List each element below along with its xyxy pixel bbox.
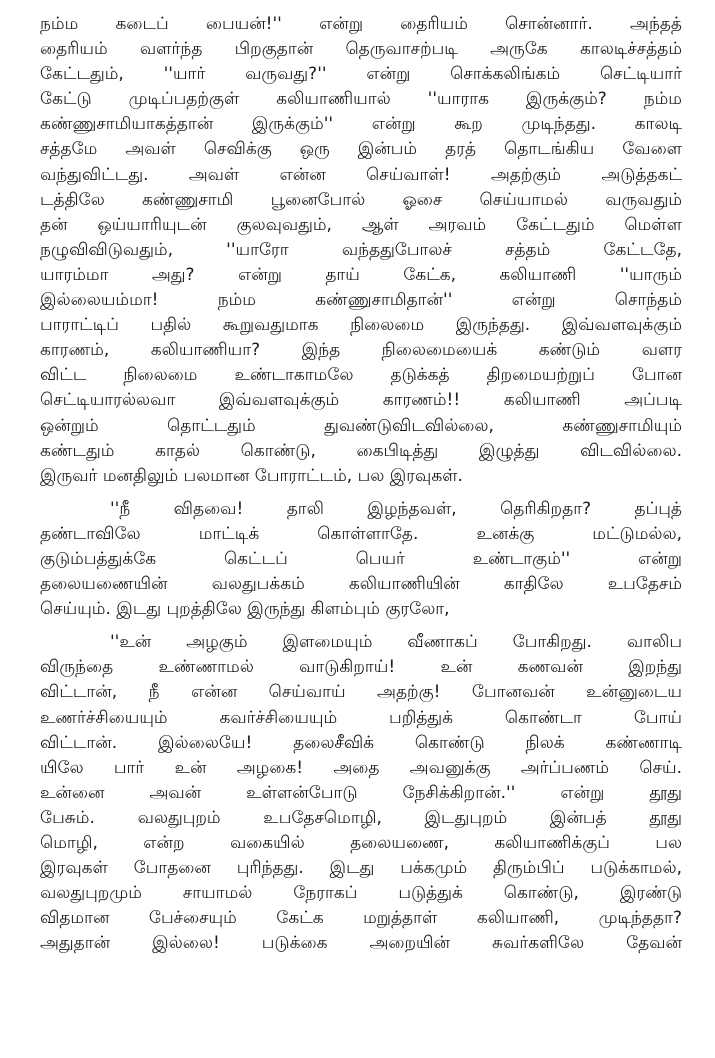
text-line: தைரியம் வளர்ந்த பிறகுதான் தெருவாசற்படி அருகே காலடிச்சத்தம் — [40, 39, 682, 60]
text-line: செய்யும். இடது புறத்திலே இருந்து கிளம்பும் குரலோ, — [40, 599, 450, 620]
text-line: கண்ணுசாமியாகத்தான் இருக்கும்'' என்று கூற முடிந்தது. காலடி — [40, 114, 682, 135]
text-line: தன் ஒய்யாரியுடன் குலவுவதும், ஆள் அரவம் கேட்டதும் மெள்ள — [40, 214, 682, 235]
paragraph-1 — [40, 12, 682, 489]
text-line: மொழி, என்ற வகையில் தலையணை, கலியாணிக்குப் பல — [40, 833, 682, 853]
text-line: விட்டான். இல்லையே! தலைசீவிக் கொண்டு நிலக் கண்ணாடி — [40, 732, 682, 753]
text-line: கண்டதும் காதல் கொண்டு, கைபிடித்து இழுத்து விடவில்லை. — [40, 440, 682, 461]
document-page — [40, 12, 682, 956]
text-line: சத்தமே அவள் செவிக்கு ஒரு இன்பம் தரத் தொடங்கிய வேளை — [40, 139, 682, 160]
paragraph-2 — [40, 497, 682, 622]
text-line: யிலே பார் உன் அழகை! அதை அவனுக்கு அர்ப்பணம் செய். — [40, 757, 682, 778]
text-line: நழுவிவிடுவதும், ''யாரோ வந்ததுபோலச் சத்தம் கேட்டதே, — [40, 239, 682, 260]
text-line: இல்லையம்மா! நம்ம கண்ணுசாமிதான்'' என்று சொந்தம் — [40, 290, 682, 311]
text-line: காரணம், கலியாணியா? இந்த நிலைமையைக் கண்டும் வளர — [40, 340, 682, 361]
text-line: உணர்ச்சியையும் கவர்ச்சியையும் பறித்துக் கொண்டா போய் — [40, 707, 682, 728]
text-line: தலையணையின் வலதுபக்கம் கலியாணியின் காதிலே உபதேசம் — [40, 574, 682, 595]
text-line: விட்டான், நீ என்ன செய்வாய் அதற்கு! போனவன் உன்னுடைய — [40, 682, 682, 703]
text-line: பாராட்டிப் பதில் கூறுவதுமாக நிலைமை இருந்தது. இவ்வளவுக்கும் — [40, 315, 682, 336]
text-line: விட்ட நிலைமை உண்டாகாமலே தடுக்கத் திறமையற்றுப் போன — [40, 365, 682, 386]
text-line: ''நீ விதவை! தாலி இழந்தவள், தெரிகிறதா? தப்புத் — [110, 498, 682, 519]
text-line: அதுதான் இல்லை! படுக்கை அறையின் சுவர்களிலே தேவன் — [40, 933, 682, 954]
text-line: கேட்டு முடிப்பதற்குள் கலியாணியால் ''யாராக இருக்கும்? நம்ம — [40, 89, 682, 110]
paragraph-3 — [40, 630, 682, 956]
text-line: வலதுபுறமும் சாயாமல் நேராகப் படுத்துக் கொண்டு, இரண்டு — [40, 883, 682, 904]
text-line: கேட்டதும், ''யார் வருவது?'' என்று சொக்கலிங்கம் செட்டியார் — [40, 64, 682, 85]
text-line: விருந்தை உண்ணாமல் வாடுகிறாய்! உன் கணவன் இறந்து — [40, 657, 682, 678]
text-line: நம்ம கடைப் பையன்!'' என்று தைரியம் சொன்னார். அந்தத் — [40, 14, 682, 34]
text-line: வந்துவிட்டது. அவள் என்ன செய்வாள்! அதற்கும் அடுத்தகட் — [40, 164, 682, 185]
text-line: விதமான பேச்சையும் கேட்க மறுத்தாள் கலியாணி, முடிந்ததா? — [40, 908, 682, 929]
text-line: தண்டாவிலே மாட்டிக் கொள்ளாதே. உனக்கு மட்டுமல்ல, — [40, 523, 682, 544]
text-line: ''உன் அழகும் இளமையும் வீணாகப் போகிறது. வாலிப — [110, 632, 682, 653]
text-line: பேசும். வலதுபுறம் உபதேசமொழி, இடதுபுறம் இன்பத் தூது — [40, 807, 682, 828]
text-line: டத்திலே கண்ணுசாமி பூனைபோல் ஓசை செய்யாமல் வருவதும் — [40, 189, 682, 210]
text-line: இருவர் மனதிலும் பலமான போராட்டம், பல இரவுகள். — [40, 465, 463, 486]
text-line: யாரம்மா அது? என்று தாய் கேட்க, கலியாணி ''யாரும் — [40, 264, 682, 285]
text-line: இரவுகள் போதனை புரிந்தது. இடது பக்கமும் திரும்பிப் படுக்காமல், — [40, 858, 682, 879]
text-line: செட்டியாரல்லவா இவ்வளவுக்கும் காரணம்!! கலியாணி அப்படி — [40, 390, 682, 411]
text-line: குடும்பத்துக்கே கெட்டப் பெயர் உண்டாகும்'' என்று — [40, 548, 682, 569]
text-line: ஒன்றும் தொட்டதும் துவண்டுவிடவில்லை, கண்ணுசாமியும் — [40, 415, 682, 436]
text-line: உன்னை அவன் உள்ளன்போடு நேசிக்கிறான்.'' என்று தூது — [40, 782, 682, 803]
